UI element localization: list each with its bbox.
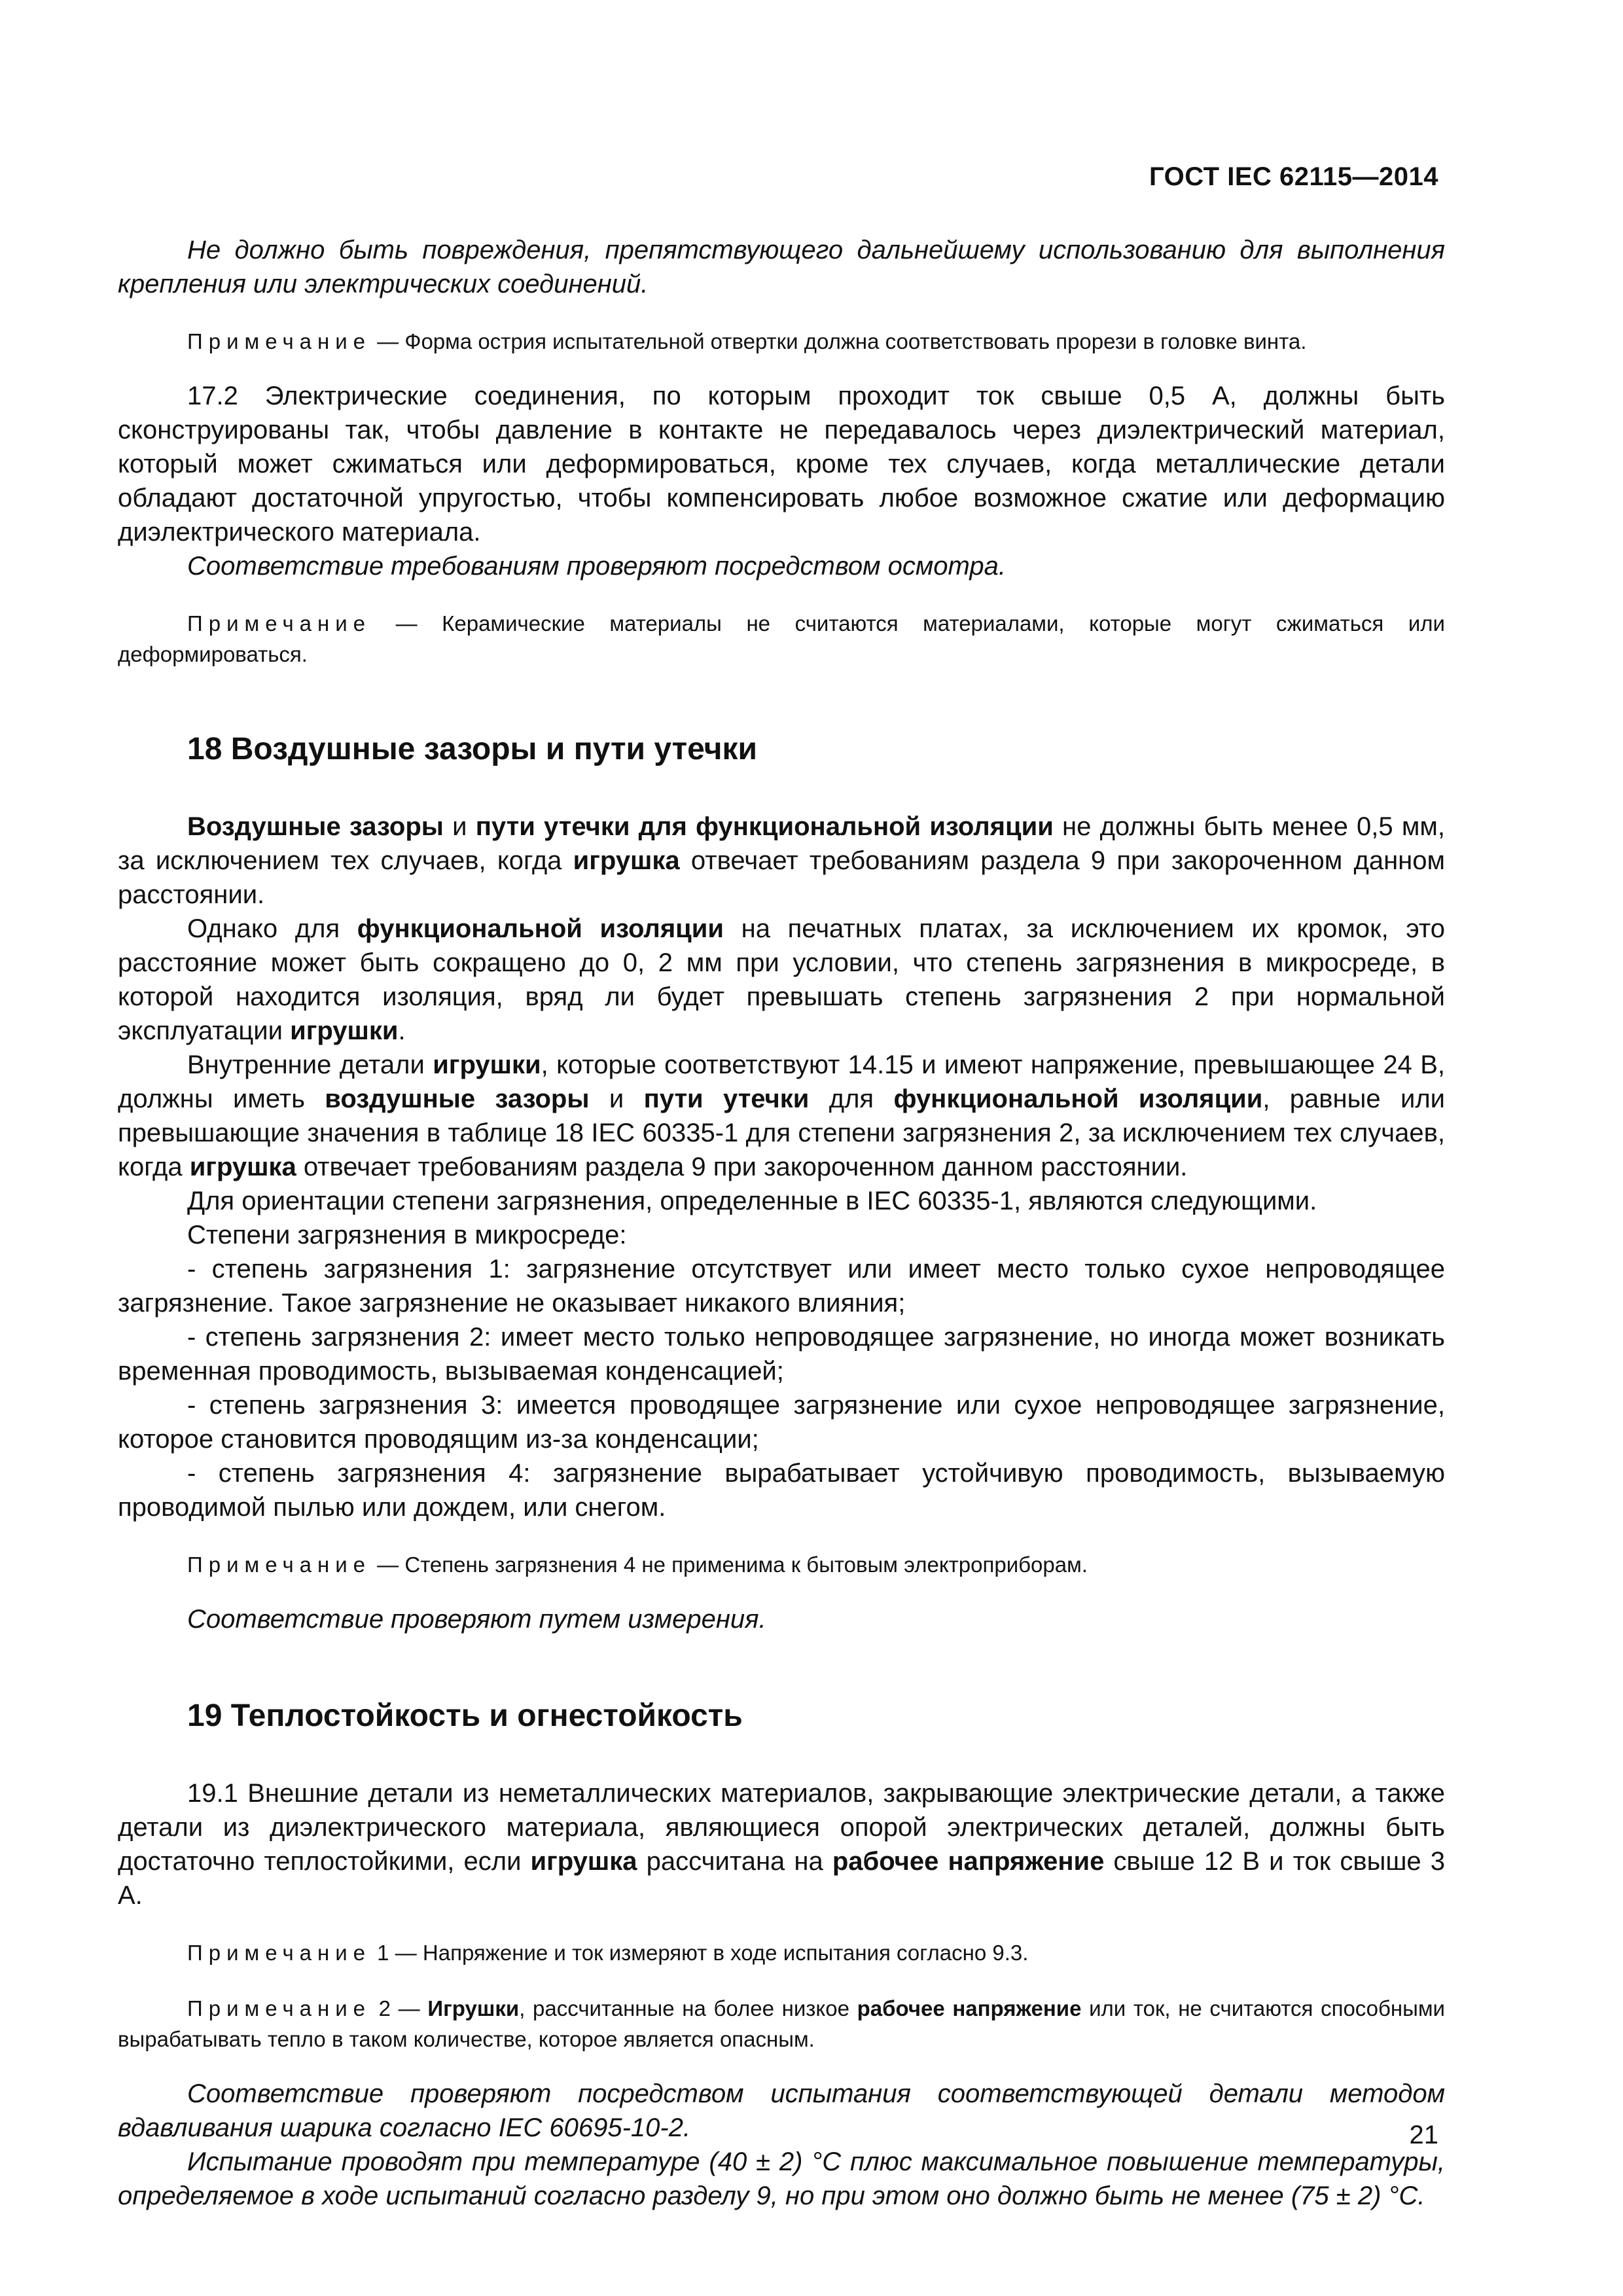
pollution-degree-2: - степень загрязнения 2: имеет место только непроводящее загрязнение, но иногда может возникать временная проводимость, вызываемая конденсацией; <box>118 1323 1445 1386</box>
section-18-paragraph-2: Однако для функциональной изоляции на печатных платах, за исключением их кромок, это расстояние может быть сокращено до 0, 2 мм при условии, что степень загрязнения в микросреде, в которой находится изоляция, вряд ли будет превышать степень загрязнения 2 при нормальной эксплуатации игрушки. <box>118 914 1446 1045</box>
paragraph-19-1: 19.1 Внешние детали из неметаллических материалов, закрывающие электрические детали, а также детали из диэлектрического материала, являющиеся опорой электрических деталей, должны быть достаточно теплостойкими, если игрушка рассчитана на рабочее напряжение свыше 12 В и ток свыше 3 А. <box>118 1779 1445 1910</box>
note-text: Напряжение и ток измеряют в ходе испытания согласно 9.3. <box>422 1941 1029 1965</box>
note-label: Примечание <box>187 611 372 636</box>
section-18-paragraph-3: Внутренние детали игрушки, которые соответствуют 14.15 и имеют напряжение, превышающее 24 В, должны иметь воздушные зазоры и пути утечки для функциональной изоляции, равные или превышающие значения в таблице 18 IEC 60335-1 для степени загрязнения 2, за исключением тех случаев, когда игрушка отвечает требованиям раздела 9 при закороченном данном расстоянии. <box>118 1050 1446 1181</box>
pollution-degree-1: - степень загрязнения 1: загрязнение отсутствует или имеет место только сухое непроводящее загрязнение. Такое загрязнение не оказывает никакого влияния; <box>118 1255 1445 1318</box>
pollution-degree-4: - степень загрязнения 4: загрязнение вырабатывает устойчивую проводимость, вызываемую проводимой пылью или дождем, или снегом. <box>118 1459 1445 1522</box>
section-18-heading: 18 Воздушные зазоры и пути утечки <box>187 732 758 766</box>
note-2-toys-heat: Примечание 2 — Игрушки, рассчитанные на более низкое рабочее напряжение или ток, не считаются способными вырабатывать тепло в таком количестве, которое является опасным. <box>118 1996 1445 2051</box>
note-text: Форма острия испытательной отвертки должна соответствовать прорези в головке винта. <box>404 329 1307 353</box>
section-19-heading: 19 Теплостойкость и огнестойкость <box>187 1698 743 1733</box>
section-19-check-ball-pressure: Соответствие проверяют посредством испытания соответствующей детали методом вдавливания шарика согласно IEC 60695-10-2. <box>118 2079 1445 2142</box>
section-18-paragraph-4: Для ориентации степени загрязнения, определенные в IEC 60335-1, являются следующими. <box>187 1187 1317 1215</box>
note-label: Примечание <box>187 1941 372 1965</box>
note-label: Примечание <box>187 1552 372 1577</box>
section-19-test-temperature: Испытание проводят при температуре (40 ± 2) °С плюс максимальное повышение температуры, определяемое в ходе испытаний согласно разделу 9, но при этом оно должно быть не менее (75 ± 2) °С. <box>118 2147 1445 2210</box>
paragraph-17-2: 17.2 Электрические соединения, по которым проходит ток свыше 0,5 А, должны быть сконструированы так, чтобы давление в контакте не передавалось через диэлектрический материал, который может сжиматься или деформироваться, кроме тех случаев, когда металлические детали обладают достаточной упругостью, чтобы компенсировать любое возможное сжатие или деформацию диэлектрического материала. <box>118 382 1445 547</box>
pollution-degree-3: - степень загрязнения 3: имеется проводящее загрязнение или сухое непроводящее загрязнение, которое становится проводящим из-за конденсации; <box>118 1391 1445 1454</box>
section-18-paragraph-1: Воздушные зазоры и пути утечки для функциональной изоляции не должны быть менее 0,5 мм, за исключением тех случаев, когда игрушка отвечает требованиям раздела 9 при закороченном данном расстоянии. <box>118 812 1445 909</box>
note-text: Степень загрязнения 4 не применима к бытовым электроприборам. <box>404 1552 1088 1577</box>
section-18-check: Соответствие проверяют путем измерения. <box>187 1605 766 1634</box>
page-content <box>118 233 1445 2213</box>
paragraph-check-inspection: Соответствие требованиям проверяют посредством осмотра. <box>187 552 1007 581</box>
page-number: 21 <box>1409 2121 1438 2149</box>
note-label: Примечание <box>187 1996 372 2020</box>
section-18-paragraph-5: Степени загрязнения в микросреде: <box>187 1221 627 1249</box>
paragraph-damage-requirement: Не должно быть повреждения, препятствующего дальнейшему использованию для выполнения крепления или электрических соединений. <box>118 236 1445 298</box>
note-ceramic: Примечание — Керамические материалы не считаются материалами, которые могут сжиматься или деформироваться. <box>118 611 1445 666</box>
note-1-voltage-current: Примечание 1 — Напряжение и ток измеряют в ходе испытания согласно 9.3. <box>187 1941 1029 1965</box>
document-code-header: ГОСТ IEC 62115—2014 <box>1149 162 1438 191</box>
note-text: Керамические материалы не считаются материалами, которые могут сжиматься или деформироваться. <box>118 611 1445 666</box>
note-label: Примечание <box>187 329 372 353</box>
note-pollution-degree-4: Примечание — Степень загрязнения 4 не применима к бытовым электроприборам. <box>187 1552 1088 1577</box>
note-screwdriver: Примечание — Форма острия испытательной отвертки должна соответствовать прорези в головке винта. <box>187 329 1307 353</box>
